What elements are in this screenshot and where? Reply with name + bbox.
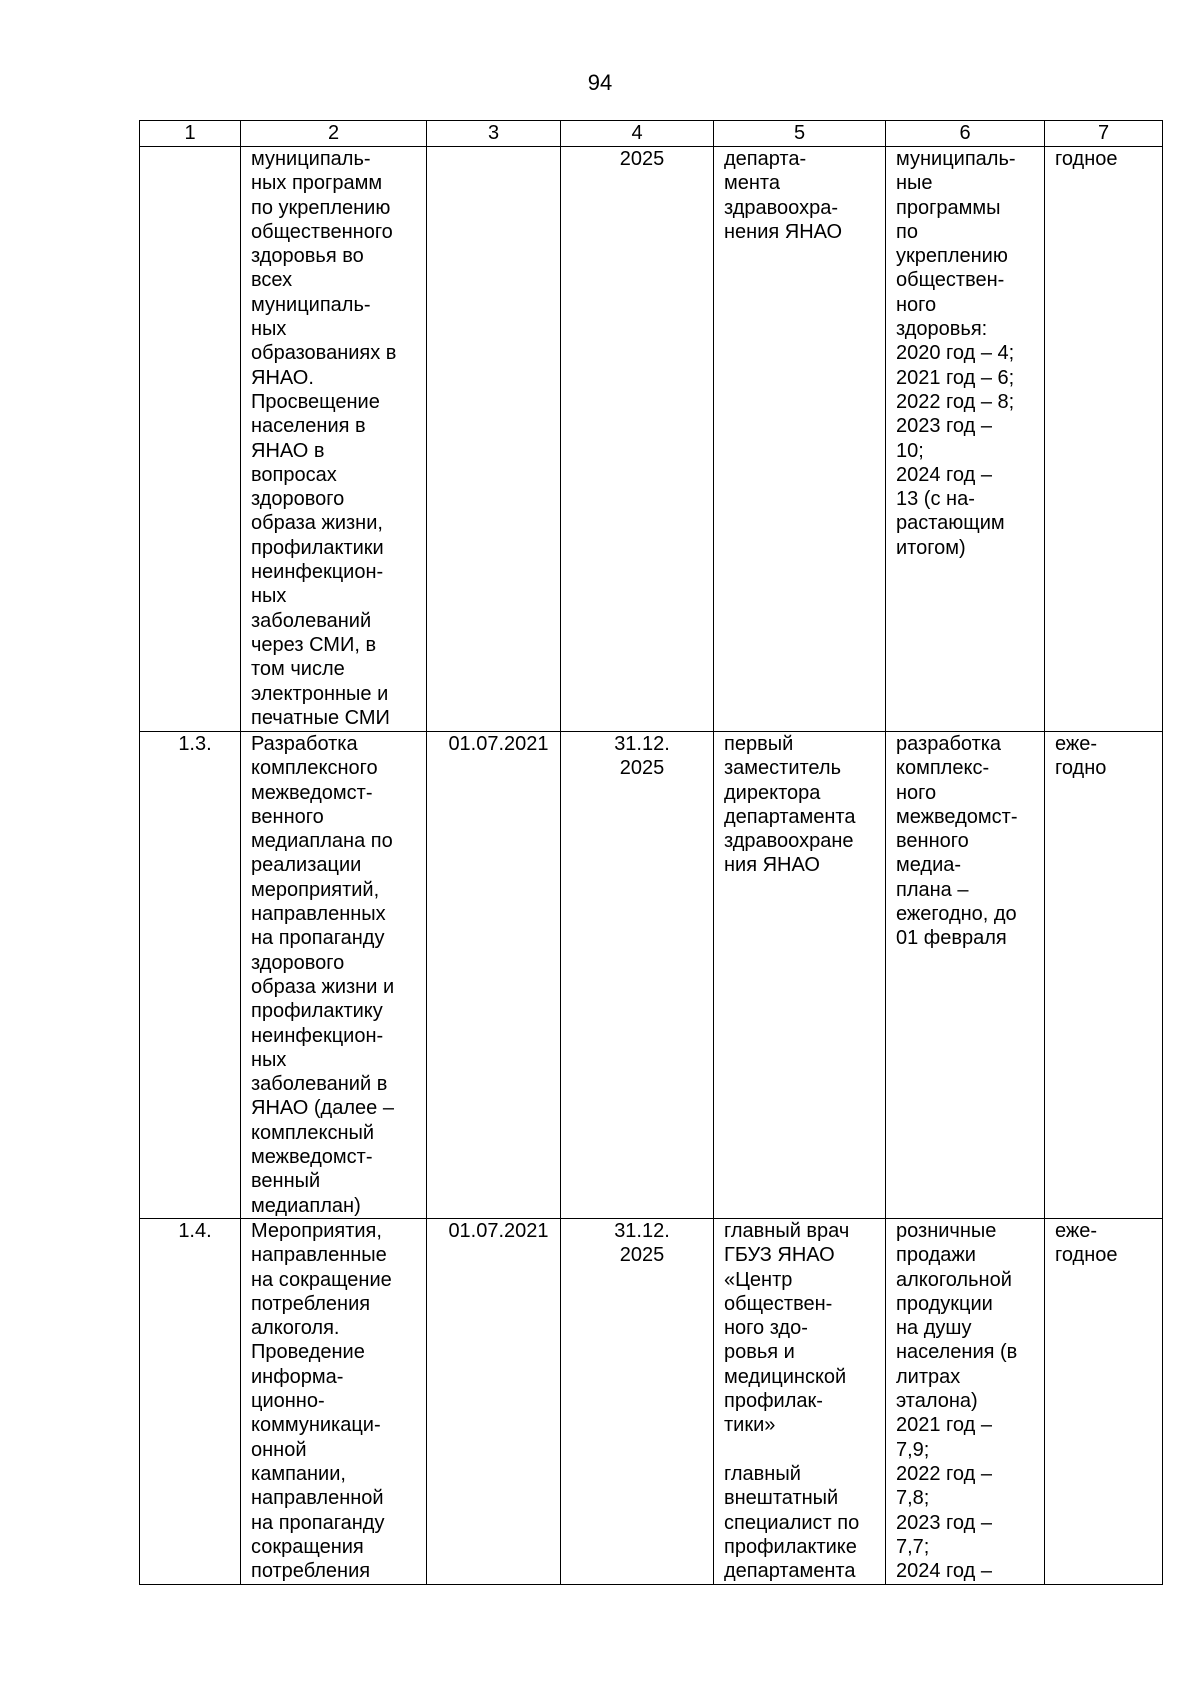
column-header: 7 — [1045, 121, 1163, 147]
table-row — [140, 1219, 1163, 1585]
cell-line: продажи — [896, 1244, 976, 1267]
cell-line: главный врач — [724, 1220, 850, 1242]
cell-line: неинфекцион- — [251, 1024, 384, 1047]
cell-line: профилактику — [251, 1000, 383, 1023]
header-row — [140, 121, 1163, 147]
page-number: 94 — [587, 70, 613, 95]
cell-result — [886, 732, 1045, 1219]
cell-line: Разработка — [251, 733, 358, 755]
cell-line: Просвещение — [251, 390, 380, 413]
cell-line: 31.12. — [614, 733, 670, 755]
cell-line: годно — [1055, 757, 1107, 780]
cell-line: обществен- — [724, 1292, 833, 1315]
cell-line: 01 февраля — [896, 927, 1007, 950]
cell-line: 2025 — [619, 148, 665, 170]
cell-line: 2025 — [619, 1244, 665, 1267]
cell-line: коммуникаци- — [251, 1414, 381, 1437]
cell-line: здорового — [251, 951, 345, 974]
cell-line: 2021 год – — [896, 1414, 992, 1437]
cell-line: венный — [251, 1170, 321, 1193]
cell-line: венного — [251, 805, 324, 828]
cell-line: ровья и — [724, 1341, 795, 1364]
cell-line: мента — [724, 172, 780, 195]
cell-line: заболеваний — [251, 609, 372, 632]
cell-line: на душу — [896, 1317, 972, 1340]
cell-start-date — [427, 147, 561, 732]
cell-line: программы — [896, 196, 1001, 219]
cell-line: информа- — [251, 1365, 344, 1388]
cell-line: 2020 год – 4; — [896, 342, 1015, 365]
table-row — [140, 732, 1163, 1219]
cell-line: муниципаль- — [251, 148, 371, 170]
cell-line: 2024 год – — [896, 1560, 992, 1583]
cell-responsible — [714, 147, 886, 732]
cell-line: ЯНАО в — [251, 439, 325, 462]
cell-line: профилактике — [724, 1535, 857, 1558]
cell-line: сокращения — [251, 1535, 364, 1558]
cell-line: еже- — [1055, 1220, 1098, 1242]
cell-line: растающим — [896, 512, 1005, 535]
cell-line: ного здо- — [724, 1317, 808, 1340]
cell-line: итогом) — [896, 536, 966, 559]
cell-line: плана – — [896, 878, 969, 901]
cell-line: на пропаганду — [251, 927, 385, 950]
cell-line: департамента — [724, 1560, 856, 1583]
cell-line: первый — [724, 733, 794, 755]
cell-line: ных — [251, 318, 287, 341]
cell-line: межведомст- — [251, 781, 373, 804]
cell-line: 7,7; — [896, 1535, 930, 1558]
cell-line: направленной — [251, 1487, 384, 1510]
cell-line: профилак- — [724, 1390, 823, 1413]
cell-line: 2022 год – 8; — [896, 390, 1015, 413]
cell-line: ных — [251, 585, 287, 608]
cell-line: муниципаль- — [251, 293, 371, 316]
cell-line: потребления — [251, 1560, 371, 1583]
column-header: 5 — [714, 121, 886, 147]
cell-line: 2022 год – — [896, 1462, 992, 1485]
cell-line: направленных — [251, 903, 386, 926]
cell-result — [886, 1219, 1045, 1585]
cell-line: заболеваний в — [251, 1073, 388, 1096]
column-header: 3 — [427, 121, 561, 147]
cell-line: ЯНАО (далее – — [251, 1097, 394, 1120]
cell-line: тики» — [724, 1414, 776, 1437]
cell-periodicity — [1045, 1219, 1163, 1585]
column-header: 6 — [886, 121, 1045, 147]
cell-line: алкоголя. — [251, 1317, 340, 1340]
cell-item-number: 1.4. — [140, 1219, 241, 1585]
cell-line: обществен- — [896, 269, 1005, 292]
cell-start-date — [427, 732, 561, 1219]
cell-line: разработка — [896, 733, 1002, 755]
cell-line: 10; — [896, 439, 924, 462]
cell-line: реализации — [251, 854, 362, 877]
cell-line: 7,8; — [896, 1487, 930, 1510]
cell-line: нения ЯНАО — [724, 220, 843, 243]
cell-periodicity — [1045, 147, 1163, 732]
cell-line: годное — [1055, 148, 1118, 170]
cell-line — [724, 1438, 885, 1462]
cell-line: профилактики — [251, 536, 384, 559]
cell-line: Проведение — [251, 1341, 365, 1364]
cell-line: здоровья: — [896, 318, 988, 341]
cell-line: 31.12. — [614, 1220, 670, 1242]
cell-end-date — [561, 732, 714, 1219]
cell-line: ные — [896, 172, 933, 195]
cell-item-number: 1.3. — [140, 732, 241, 1219]
cell-measure — [241, 732, 427, 1219]
cell-periodicity — [1045, 732, 1163, 1219]
cell-line: ного — [896, 293, 937, 316]
cell-line: ного — [896, 781, 937, 804]
column-header: 4 — [561, 121, 714, 147]
cell-line: направленные — [251, 1244, 387, 1267]
cell-line: 2025 — [619, 757, 665, 780]
cell-line: на пропаганду — [251, 1511, 385, 1534]
cell-result — [886, 147, 1045, 732]
cell-line: здравоохра- — [724, 196, 838, 219]
cell-line: всех — [251, 269, 293, 292]
cell-line: кампании, — [251, 1462, 346, 1485]
cell-line: розничные — [896, 1220, 997, 1242]
cell-line: том числе — [251, 658, 345, 681]
cell-line: «Центр — [724, 1268, 793, 1291]
cell-line: образованиях в — [251, 342, 397, 365]
cell-line: литрах — [896, 1365, 961, 1388]
cell-line: 2021 год – 6; — [896, 366, 1015, 389]
cell-line: главный — [724, 1462, 801, 1485]
cell-line: на сокращение — [251, 1268, 392, 1291]
measures-table — [139, 120, 1163, 1585]
cell-line: 2023 год – — [896, 415, 992, 438]
cell-line: межведомст- — [896, 805, 1018, 828]
cell-line: образа жизни, — [251, 512, 383, 535]
cell-responsible — [714, 732, 886, 1219]
cell-line: комплексный — [251, 1121, 375, 1144]
cell-line: печатные СМИ — [251, 706, 390, 729]
cell-line: ных — [251, 1048, 287, 1071]
cell-line: укреплению — [896, 245, 1008, 268]
cell-line: медиаплан) — [251, 1194, 361, 1217]
cell-line: 01.07.2021 — [448, 733, 549, 755]
cell-line: здорового — [251, 488, 345, 511]
cell-line: 2024 год – — [896, 463, 992, 486]
cell-line: общественного — [251, 220, 393, 243]
cell-line: электронные и — [251, 682, 389, 705]
cell-line: образа жизни и — [251, 975, 395, 998]
cell-responsible — [714, 1219, 886, 1585]
cell-line: заместитель — [724, 757, 841, 780]
cell-line: здоровья во — [251, 245, 364, 268]
cell-line: медиаплана по — [251, 830, 393, 853]
cell-line: медиа- — [896, 854, 962, 877]
cell-line: медицинской — [724, 1365, 847, 1388]
cell-line: 01.07.2021 — [448, 1220, 549, 1242]
cell-line: комплексного — [251, 757, 378, 780]
cell-line: ГБУЗ ЯНАО — [724, 1244, 835, 1267]
cell-line: венного — [896, 830, 969, 853]
cell-line: онной — [251, 1438, 307, 1461]
column-header: 1 — [140, 121, 241, 147]
cell-line: ных программ — [251, 172, 383, 195]
cell-line: ЯНАО. — [251, 366, 314, 389]
cell-end-date — [561, 1219, 714, 1585]
table-row — [140, 147, 1163, 732]
cell-line: по укреплению — [251, 196, 391, 219]
cell-measure — [241, 1219, 427, 1585]
cell-line: через СМИ, в — [251, 633, 377, 656]
cell-line: внештатный — [724, 1487, 839, 1510]
cell-line: комплекс- — [896, 757, 990, 780]
cell-line: эталона) — [896, 1390, 978, 1413]
column-header: 2 — [241, 121, 427, 147]
cell-line: департа- — [724, 148, 807, 170]
cell-line: неинфекцион- — [251, 561, 384, 584]
cell-line: по — [896, 220, 918, 243]
cell-line: ния ЯНАО — [724, 854, 820, 877]
cell-line: вопросах — [251, 463, 337, 486]
cell-line: межведомст- — [251, 1146, 373, 1169]
cell-item-number — [140, 147, 241, 732]
cell-line: директора — [724, 781, 821, 804]
cell-line: населения в — [251, 415, 366, 438]
cell-line: продукции — [896, 1292, 993, 1315]
cell-line: населения (в — [896, 1341, 1018, 1364]
cell-line: специалист по — [724, 1511, 860, 1534]
cell-line: 7,9; — [896, 1438, 930, 1461]
cell-start-date — [427, 1219, 561, 1585]
cell-line: еже- — [1055, 733, 1098, 755]
cell-line: ционно- — [251, 1390, 325, 1413]
cell-line: алкогольной — [896, 1268, 1012, 1291]
cell-line: потребления — [251, 1292, 371, 1315]
cell-line: департамента — [724, 805, 856, 828]
cell-line: Мероприятия, — [251, 1220, 382, 1242]
cell-line: мероприятий, — [251, 878, 380, 901]
cell-end-date — [561, 147, 714, 732]
cell-line: ежегодно, до — [896, 903, 1017, 926]
cell-line: годное — [1055, 1244, 1118, 1267]
cell-line: муниципаль- — [896, 148, 1016, 170]
cell-line: 13 (с на- — [896, 488, 975, 511]
cell-measure — [241, 147, 427, 732]
cell-line: 2023 год – — [896, 1511, 992, 1534]
cell-line: здравоохране — [724, 830, 854, 853]
